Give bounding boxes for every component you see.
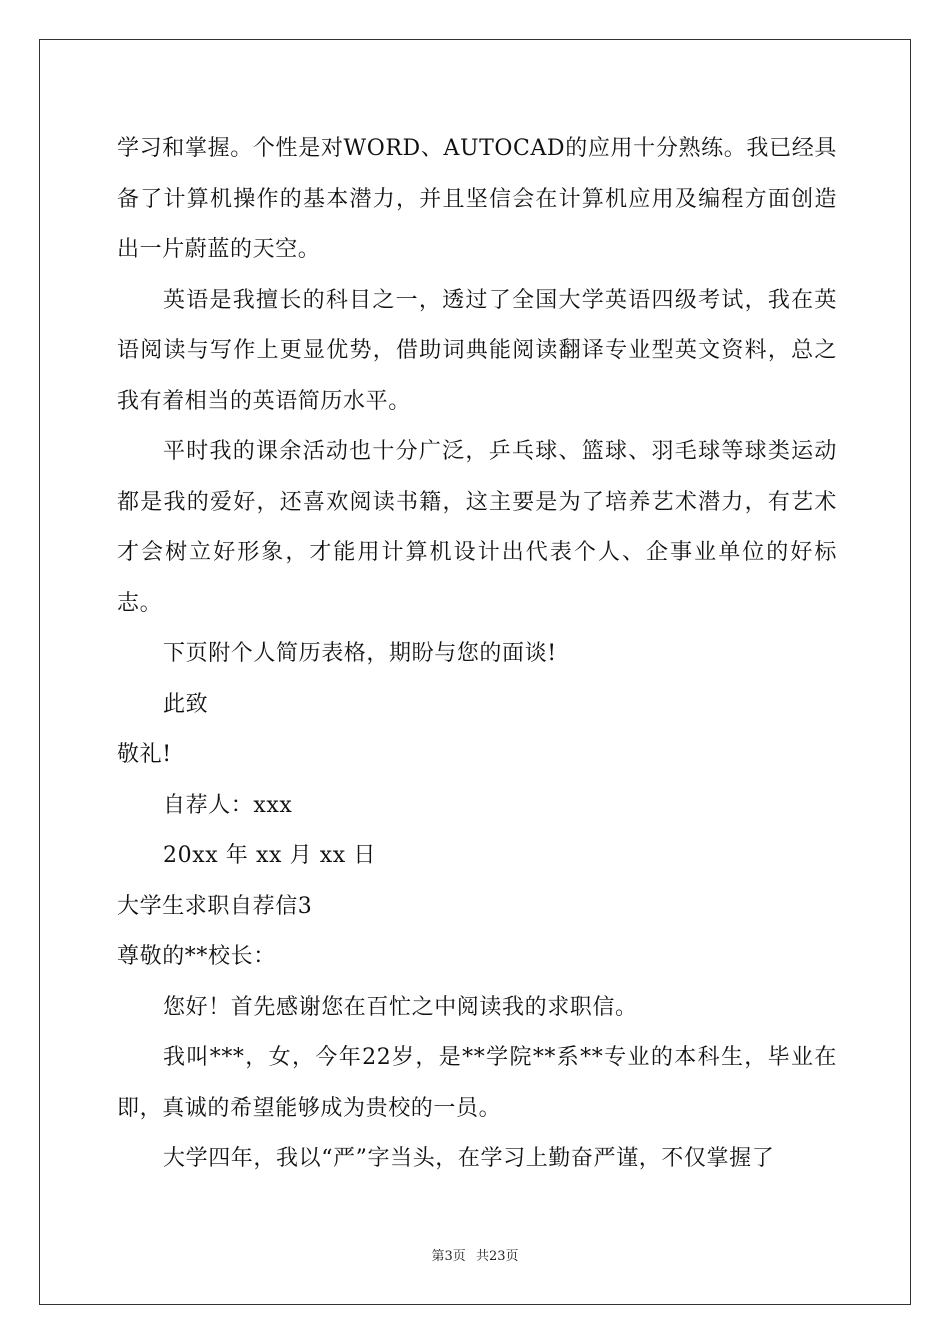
date-line: 20xx 年 xx 月 xx 日 [163, 843, 377, 868]
letter-greeting: 尊敬的**校长： [117, 944, 276, 969]
paragraph-introduction: 我叫***，女，今年22岁，是**学院**系**专业的本科生，毕业在即，真诚的希望能够成为贵校的一员。 [117, 1045, 837, 1121]
closing-salutation: 此致 [163, 691, 209, 717]
signature-line: 自荐人：xxx [163, 792, 293, 818]
paragraph-opening: 您好！首先感谢您在百忙之中阅读我的求职信。 [163, 994, 638, 1020]
paragraph-english-skills: 英语是我擅长的科目之一，透过了全国大学英语四级考试，我在英语阅读与写作上更显优势，借助词典能阅读翻译专业型英文资料，总之我有着相当的英语简历水平。 [117, 287, 837, 414]
closing-regards: 敬礼! [117, 742, 172, 767]
document-body [117, 124, 837, 1185]
paragraph-computer-skills: 学习和掌握。个性是对WORD、AUTOCAD的应用十分熟练。我已经具备了计算机操作的基本潜力，并且坚信会在计算机应用及编程方面创造出一片蔚蓝的天空。 [117, 136, 837, 262]
paragraph-university-study: 大学四年，我以“严”字当头，在学习上勤奋严谨，不仅掌握了 [163, 1146, 775, 1171]
paragraph-activities: 平时我的课余活动也十分广泛，乒乓球、篮球、羽毛球等球类运动都是我的爱好，还喜欢阅读书籍，这主要是为了培养艺术潜力，有艺术才会树立好形象，才能用计算机设计出代表个人、企事业单位的好标志。 [117, 439, 837, 616]
page-footer [0, 1248, 950, 1266]
page-total: 共23页 [475, 1249, 519, 1264]
page-number: 第3页 [431, 1249, 466, 1264]
paragraph-attachment-note: 下页附个人简历表格，期盼与您的面谈! [163, 641, 557, 666]
section-title: 大学生求职自荐信3 [117, 893, 313, 919]
